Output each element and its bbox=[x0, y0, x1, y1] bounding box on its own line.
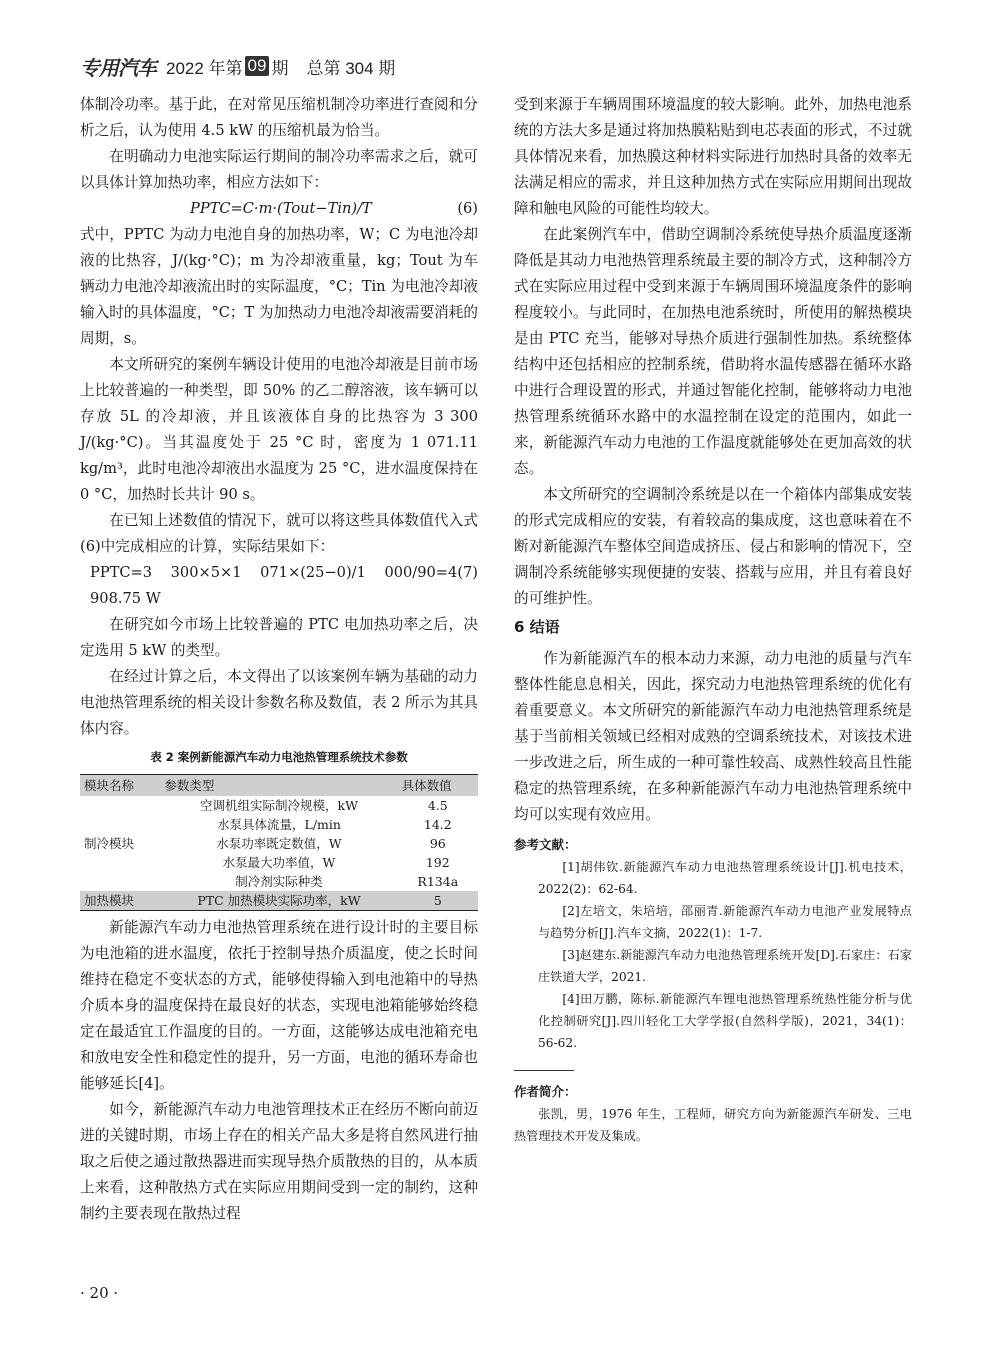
right-column bbox=[514, 92, 912, 1147]
formula-6 bbox=[80, 196, 478, 222]
paragraph: 在已知上述数值的情况下，就可以将这些具体数值代入式(6)中完成相应的计算，实际结果如下： bbox=[80, 512, 478, 555]
page-header bbox=[80, 52, 395, 80]
formula-text: PPTC=C·m·(Tout−Tin)/T bbox=[190, 200, 372, 217]
param-cell: PTC 加热模块实际功率，kW bbox=[160, 891, 397, 911]
formula-7 bbox=[80, 560, 478, 612]
table-row bbox=[80, 796, 478, 815]
table-header: 参数类型 bbox=[160, 775, 397, 797]
param-cell: 水泵最大功率值，W bbox=[222, 855, 336, 870]
journal-logo: 专用汽车 bbox=[80, 55, 156, 80]
paragraph: 式中，PPTC 为动力电池自身的加热功率，W；C 为电池冷却液的比热容，J/(kg·°C)；m 为冷却液重量，kg；Tout 为车辆动力电池冷却液流出时的实际温度，°C；Tin 为电池冷却液输入时的具体温度，°C；T 为加热动力电池冷却液需要消耗的周期，s。 bbox=[80, 226, 478, 347]
table-header: 具体数值 bbox=[398, 775, 478, 797]
paragraph: 在经过计算之后，本文得出了以该案例车辆为基础的动力电池热管理系统的相关设计参数名称及数值，表 2 所示为其具体内容。 bbox=[80, 668, 479, 737]
value-cell: 192 bbox=[425, 855, 450, 870]
module-name: 制冷模块 bbox=[84, 836, 135, 851]
reference-item: [3]赵建东.新能源汽车动力电池热管理系统开发[D].石家庄：石家庄铁道大学，2021. bbox=[538, 948, 912, 984]
table-row bbox=[80, 891, 478, 911]
parameter-table bbox=[80, 774, 478, 911]
paragraph: 在研究如今市场上比较普遍的 PTC 电加热功率之后，决定选用 5 kW 的类型。 bbox=[80, 616, 478, 659]
paragraph: 作为新能源汽车的根本动力来源，动力电池的质量与汽车整体性能息息相关，因此，探究动力电池热管理系统的优化有着重要意义。本文所研究的新能源汽车动力电池热管理系统是基于当前相关领域已经相对成熟的空调系统技术，对该技术进一步改进之后，所生成的一种可靠性较高、成熟性较高且性能稳定的热管理系统，在多种新能源汽车动力电池热管理系统中均可以实现有效应用。 bbox=[514, 650, 912, 823]
left-column bbox=[80, 92, 478, 1227]
reference-item: [2]左培文，朱培培，邵丽青.新能源汽车动力电池产业发展特点与趋势分析[J].汽车文摘，2022(1)：1-7. bbox=[538, 904, 912, 940]
paragraph: 在此案例汽车中，借助空调制冷系统使导热介质温度逐渐降低是其动力电池热管理系统最主要的制冷方式，这种制冷方式在实际应用过程中受到来源于车辆周围环境温度条件的影响程度较小。与此同时，在加热电池系统时，所使用的解热模块是由 PTC 充当，能够对导热介质进行强制性加热。系统整体结构中还包括相应的控制系统，借助将水温传感器在循环水路中进行合理设置的形式，并通过智能化控制，能够将动力电池热管理系统循环水路中的水温控制在设定的范围内，如此一来，新能源汽车动力电池的工作温度就能够处在更加高效的状态。 bbox=[514, 226, 912, 477]
issue-year: 2022 年第 bbox=[166, 58, 243, 78]
param-cell: 制冷剂实际种类 bbox=[235, 874, 323, 889]
param-cell: 空调机组实际制冷规模，kW bbox=[200, 798, 358, 813]
value-cell: 96 bbox=[429, 836, 446, 851]
author-bio: 张凯，男，1976 年生，工程师，研究方向为新能源汽车研发、三电热管理技术开发及集成。 bbox=[514, 1107, 912, 1143]
issue-info bbox=[166, 54, 395, 79]
paragraph: 受到来源于车辆周围环境温度的较大影响。此外，加热电池系统的方法大多是通过将加热膜粘贴到电芯表面的形式，不过就具体情况来看，加热膜这种材料实际进行加热时具备的效率无法满足相应的需求，并且这种加热方式在实际应用期间出现故障和触电风险的可能性均较大。 bbox=[514, 96, 912, 217]
param-cell: 水泵具体流量，L/min bbox=[217, 817, 341, 832]
reference-item: [4]田万鹏，陈标.新能源汽车锂电池热管理系统热性能分析与优化控制研究[J].四川轻化工大学学报(自然科学版)，2021，34(1)：56-62. bbox=[538, 992, 912, 1050]
issue-total: 总第 304 期 bbox=[306, 58, 396, 78]
formula-text: PPTC=3 300×5×1 071×(25−0)/1 000/90=4 908.75 W bbox=[90, 564, 458, 607]
param-cell: 水泵功率既定数值，W bbox=[216, 836, 342, 851]
page-number: · 20 · bbox=[80, 1284, 119, 1302]
module-name: 加热模块 bbox=[80, 891, 160, 911]
value-cell: 5 bbox=[398, 891, 478, 911]
issue-number: 09 bbox=[245, 56, 270, 76]
formula-number: (6) bbox=[457, 200, 478, 217]
paragraph: 新能源汽车动力电池热管理系统在进行设计时的主要目标为电池箱的进水温度，依托于控制导热介质温度，使之长时间维持在稳定不变状态的方式，能够使得输入到电池箱中的导热介质本身的温度保持在最良好的状态，实现电池箱能够始终稳定在最适宜工作温度的目的。一方面，这能够达成电池箱充电和放电安全性和稳定性的提升，另一方面，电池的循环寿命也能够延长[4]。 bbox=[80, 919, 478, 1092]
section-heading: 6 结语 bbox=[514, 618, 560, 636]
value-cell: 14.2 bbox=[423, 817, 452, 832]
table-header: 模块名称 bbox=[80, 775, 160, 797]
paragraph: 如今，新能源汽车动力电池管理技术正在经历不断向前迈进的关键时期，市场上存在的相关产品大多是将自然风进行抽取之后使之通过散热器进而实现导热介质散热的目的，从本质上来看，这种散热方式在实际应用期间受到一定的制约，这种制约主要表现在散热过程 bbox=[80, 1101, 478, 1222]
paragraph: 体制冷功率。基于此，在对常见压缩机制冷功率进行查阅和分析之后，认为使用 4.5 kW 的压缩机最为恰当。 bbox=[80, 96, 478, 139]
paragraph: 本文所研究的空调制冷系统是以在一个箱体内部集成安装的形式完成相应的安装，有着较高的集成度，这也意味着在不断对新能源汽车整体空间造成挤压、侵占和影响的情况下，空调制冷系统能够实现便捷的安装、搭载与应用，并且有着良好的可维护性。 bbox=[514, 486, 912, 607]
author-title: 作者简介： bbox=[514, 1084, 577, 1099]
formula-number: (7) bbox=[457, 564, 478, 581]
value-cell: R134a bbox=[417, 874, 459, 889]
table-caption: 表 2 案例新能源汽车动力电池热管理系统技术参数 bbox=[150, 750, 408, 764]
reference-item: [1]胡伟钦.新能源汽车动力电池热管理系统设计[J].机电技术，2022(2)：62-64. bbox=[538, 860, 912, 896]
issue-suffix: 期 bbox=[271, 58, 289, 78]
paragraph: 本文所研究的案例车辆设计使用的电池冷却液是目前市场上比较普遍的一种类型，即 50% 的乙二醇溶液，该车辆可以存放 5L 的冷却液，并且该液体自身的比热容为 3 300 J/(kg·°C)。当其温度处于 25 °C 时，密度为 1 071.11 kg/m³，此时电池冷却液出水温度为 25 °C，进水温度保持在 0 °C，加热时长共计 90 s。 bbox=[80, 356, 478, 503]
value-cell: 4.5 bbox=[427, 798, 448, 813]
divider bbox=[514, 1070, 574, 1071]
references-title: 参考文献： bbox=[514, 837, 577, 852]
paragraph: 在明确动力电池实际运行期间的制冷功率需求之后，就可以具体计算加热功率，相应方法如下： bbox=[80, 148, 478, 191]
